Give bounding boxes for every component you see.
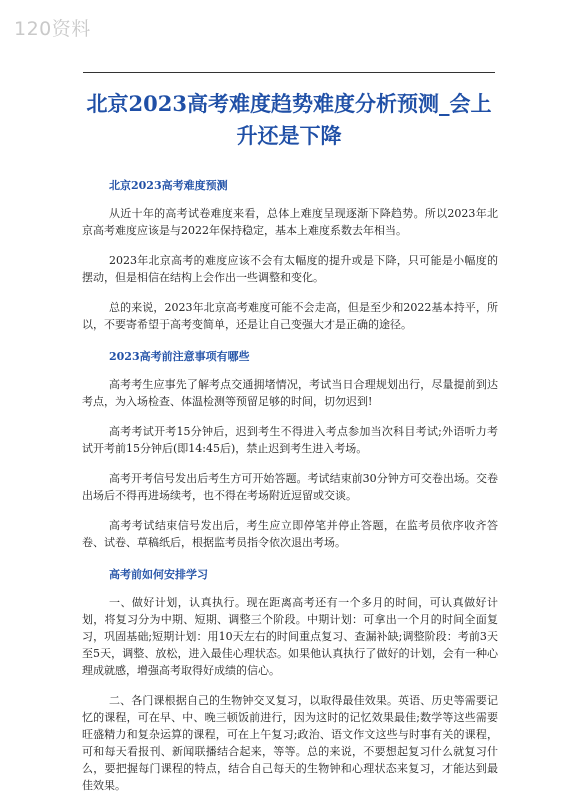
paragraph: 二、各门课根据自己的生物钟交叉复习，以取得最佳效果。英语、历史等需要记忆的课程，可在早、中、晚三顿饭前进行，因为这时的记忆效果最佳;数学等这些需要旺盛精力和复杂运算的课程，可在上午复习;政治、语文作文这些与时事有关的课程，可和每天看报刊、新闻联播结合起来，等等。总的来说，不要想起复习什么就复习什么，要把握每门课程的特点，结合自己每天的生物钟和心理状态来复习，才能达到最佳效果。: [82, 694, 498, 792]
section-exam-notes: [82, 349, 498, 551]
document-title: 北京2023高考难度趋势难度分析预测_会上升还是下降: [86, 91, 492, 148]
paragraph: 总的来说，2023年北京高考难度可能不会走高，但是至少和2022基本持平，所以，不要寄希望于高考变简单，还是让自己变强大才是正确的途径。: [82, 301, 498, 331]
section-heading: 高考前如何安排学习: [109, 568, 208, 581]
document-body: [82, 178, 498, 807]
paragraph: 高考考试结束信号发出后，考生应立即停笔并停止答题，在监考员依序收齐答卷、试卷、草稿纸后，根据监考员指令依次退出考场。: [82, 519, 498, 549]
section-study-plan: [82, 567, 498, 794]
paragraph: 高考开考信号发出后考生方可开始答题。考试结束前30分钟方可交卷出场。交卷出场后不得再进场续考，也不得在考场附近逗留或交谈。: [82, 472, 498, 502]
paragraph: 高考考试开考15分钟后，迟到考生不得进入考点参加当次科目考试;外语听力考试开考前15分钟后(即14:45后)，禁止迟到考生进入考场。: [82, 425, 498, 455]
section-heading: 2023高考前注意事项有哪些: [109, 350, 250, 363]
paragraph: 从近十年的高考试卷难度来看，总体上难度呈现逐渐下降趋势。所以2023年北京高考难度应该是与2022年保持稳定，基本上难度系数去年相当。: [82, 207, 498, 237]
header-rule: [83, 72, 495, 73]
paragraph: 高考考生应事先了解考点交通拥堵情况，考试当日合理规划出行，尽量提前到达考点，为入场检查、体温检测等预留足够的时间，切勿迟到!: [82, 378, 498, 408]
section-difficulty-prediction: [82, 178, 498, 333]
paragraph: 一、做好计划，认真执行。现在距离高考还有一个多月的时间，可认真做好计划，将复习分为中期、短期、调整三个阶段。中期计划：可拿出一个月的时间全面复习，巩固基础;短期计划：用10天左右的时间重点复习、查漏补缺;调整阶段：考前3天至5天，调整、放松，进入最佳心理状态。如果他认真执行了做好的计划，会有一种心理成就感，增强高考取得好成绩的信心。: [82, 596, 498, 677]
section-heading: 北京2023高考难度预测: [109, 179, 228, 192]
watermark-text: 120资料: [14, 18, 91, 40]
paragraph: 2023年北京高考的难度应该不会有太幅度的提升或是下降，只可能是小幅度的摆动，但是相信在结构上会作出一些调整和变化。: [82, 254, 498, 284]
